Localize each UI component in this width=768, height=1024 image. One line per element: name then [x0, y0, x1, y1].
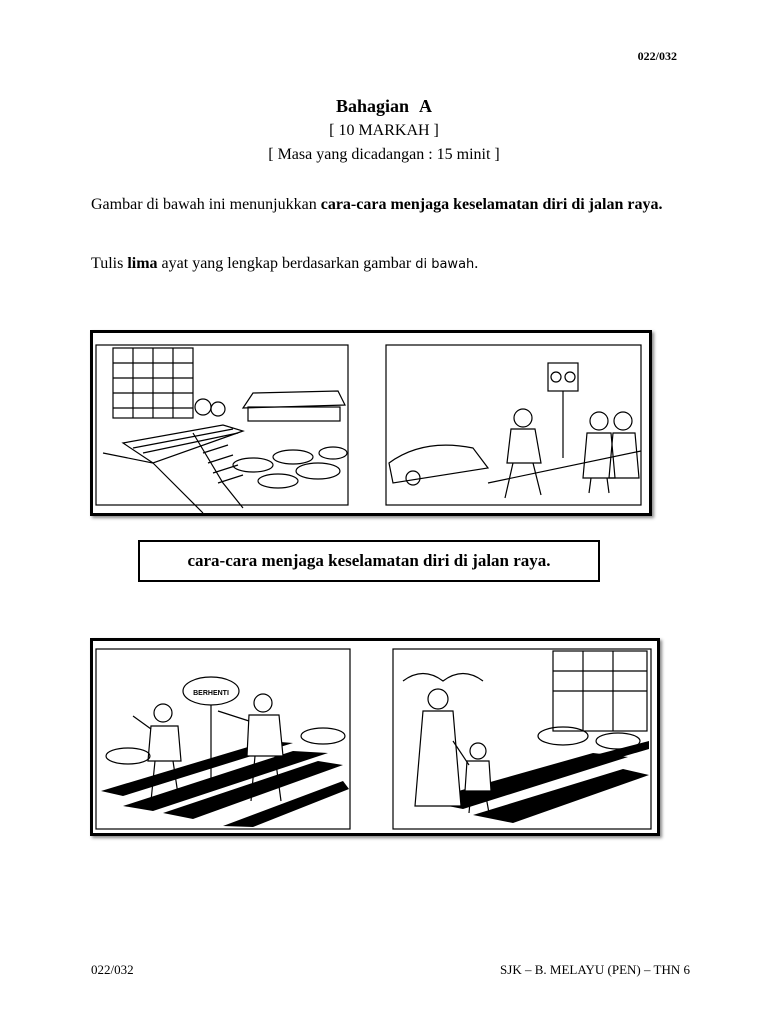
- instruction-2-mid: ayat yang lengkap berdasarkan gambar: [157, 255, 416, 272]
- picture-strip-1-illustration: [93, 333, 649, 513]
- instruction-2-end: .: [474, 255, 479, 272]
- panel-pedestrians: [386, 345, 641, 505]
- section-title-word: Bahagian: [335, 96, 410, 116]
- footer-code: 022/032: [91, 962, 134, 977]
- footer-subject: SJK – B. MELAYU (PEN) – THN 6: [500, 962, 690, 977]
- picture-strip-2-illustration: [93, 641, 657, 833]
- picture-strip-1: [90, 330, 652, 516]
- instruction-2-start: Tulis: [91, 255, 128, 272]
- page-code: 022/032: [637, 49, 677, 63]
- instruction-paragraph-1: [91, 192, 687, 217]
- instruction-paragraph-2: [91, 255, 687, 273]
- instruction-2-sans: di bawah: [415, 257, 475, 272]
- instruction-1-bold: cara-cara menjaga keselamatan diri di jalan raya.: [320, 196, 663, 213]
- marks-label: [ 10 MARKAH ]: [329, 122, 439, 139]
- section-title-letter: A: [419, 96, 433, 116]
- instruction-2-bold: lima: [127, 255, 158, 272]
- stop-sign-text: BERHENTI: [193, 690, 229, 697]
- instruction-1-text: Gambar di bawah ini menunjukkan: [91, 196, 321, 213]
- section-title: [0, 96, 768, 117]
- time-label: [ Masa yang dicadangan : 15 minit ]: [268, 146, 500, 163]
- topic-box: cara-cara menjaga keselamatan diri di jalan raya.: [138, 540, 600, 582]
- picture-strip-2: [90, 638, 660, 836]
